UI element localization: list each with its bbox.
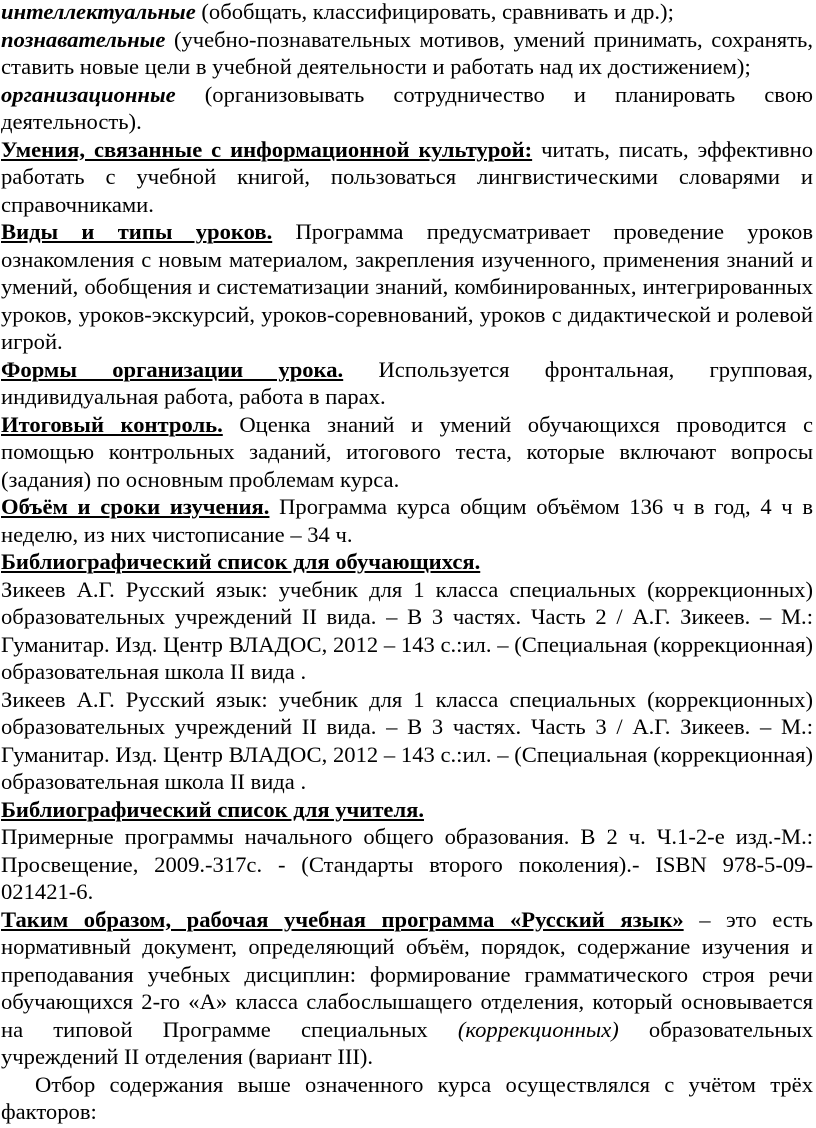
- final-control-text: Оценка знаний и умений обучающихся проводится с помощью контрольных заданий, итогового теста, которые включают вопросы (задания) по основным проблемам курса.: [1, 411, 813, 492]
- lesson-types-text: Программа предусматривает проведение уроков ознакомления с новым материалом, закрепления изученного, применения знаний и умений, обобщения и систематизации знаний, комбинированных, интегрированных уроков, уроков-экскурсий, уроков-соревнований, уроков с дидактической и ролевой игрой.: [1, 219, 813, 354]
- heading-skills: Умения, связанные с информационной культурой:: [1, 136, 533, 162]
- term-cognitive: познавательные: [1, 26, 166, 52]
- biblio-student-entry: Зикеев А.Г. Русский язык: учебник для 1 класса специальных (коррекционных) образовательных учреждений II вида. – В 3 частях. Часть 2 / А.Г. Зикеев. – М.: Гуманитар. Изд. Центр ВЛАДОС, 2012 – 143 с.:ил. – (Специальная (коррекционная) образовательная школа II вида .: [1, 576, 813, 684]
- heading-lesson-types: Виды и типы уроков.: [1, 219, 273, 244]
- item-cognitive: [0, 26, 816, 81]
- item-cognitive-text: (учебно-познавательных мотивов, умений принимать, сохранять, ставить новые цели в учебной деятельности и работать над их достижением);: [1, 26, 813, 79]
- conclusion-text-before: – это есть нормативный документ, определяющий объём, порядок, содержание изучения и преподавания учебных дисциплин: формирование грамматического строя речи обучающихся 2-го «А» класса слабослышащего отделения, который основывается на типовой Программе специальных: [1, 906, 813, 1042]
- conclusion-italic: (коррекционных): [457, 1016, 619, 1042]
- selection-paragraph: Отбор содержания выше означенного курса осуществлялся с учётом трёх факторов:: [1, 1071, 813, 1124]
- heading-conclusion: Таким образом, рабочая учебная программа «Русский язык»: [1, 906, 684, 932]
- item-intellectual: [0, 0, 816, 26]
- section-final-control: [0, 411, 816, 494]
- volume-text: Программа курса общим объёмом 136 ч в год, 4 ч в неделю, из них чистописание – 34 ч.: [1, 494, 813, 547]
- heading-biblio-teacher: Библиографический список для учителя.: [1, 796, 424, 822]
- term-intellectual: интеллектуальные: [1, 0, 196, 24]
- section-skills: [0, 136, 816, 219]
- heading-biblio-teacher-line: [0, 796, 816, 824]
- section-conclusion: [0, 906, 816, 1071]
- heading-biblio-students-line: [0, 548, 816, 576]
- item-intellectual-text: (обобщать, классифицировать, сравнивать и др.);: [195, 0, 674, 24]
- conclusion-text-after: образовательных учреждений II отделения (вариант III).: [1, 1016, 813, 1069]
- section-lesson-types: [0, 218, 816, 356]
- heading-biblio-students: Библиографический список для обучающихся.: [1, 549, 481, 574]
- term-organizational: организационные: [1, 81, 176, 107]
- heading-final-control: Итоговый контроль.: [1, 411, 223, 437]
- biblio-student-entry: Зикеев А.Г. Русский язык: учебник для 1 класса специальных (коррекционных) образовательных учреждений II вида. – В 3 частях. Часть 3 / А.Г. Зикеев. – М.: Гуманитар. Изд. Центр ВЛАДОС, 2012 – 143 с.:ил. – (Специальная (коррекционная) образовательная школа II вида .: [1, 686, 813, 794]
- heading-volume: Объём и сроки изучения.: [1, 494, 270, 519]
- item-organizational: [0, 81, 816, 136]
- item-organizational-text: (организовывать сотрудничество и планировать свою деятельность).: [1, 81, 813, 134]
- section-lesson-forms: [0, 356, 816, 411]
- heading-lesson-forms: Формы организации урока.: [1, 356, 344, 382]
- skills-text: читать, писать, эффективно работать с учебной книгой, пользоваться лингвистическими словарями и справочниками.: [1, 136, 813, 217]
- lesson-forms-text: Используется фронтальная, групповая, индивидуальная работа, работа в парах.: [1, 356, 813, 409]
- biblio-teacher-entry: Примерные программы начального общего образования. В 2 ч. Ч.1-2-е изд.-М.: Просвещение, 2009.-317с. - (Стандарты второго поколения).- ISBN 978-5-09-021421-6.: [1, 824, 813, 904]
- section-volume: [0, 493, 816, 548]
